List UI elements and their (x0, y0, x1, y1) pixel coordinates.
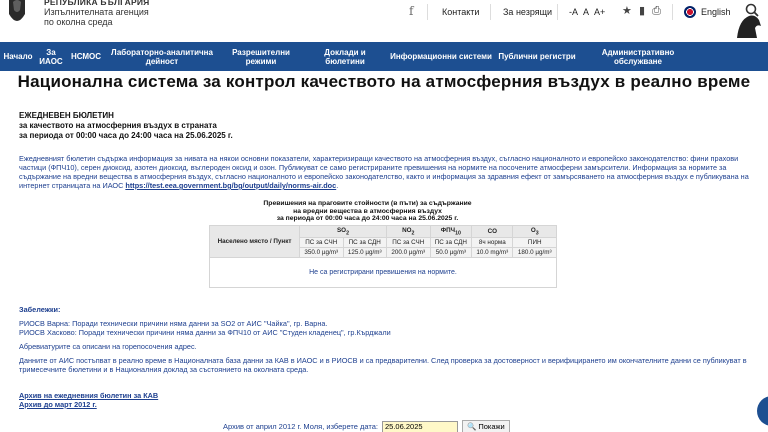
pollutant-no2: $NO_2$ (387, 226, 431, 238)
nav-reports[interactable]: Доклади и бюлетини (324, 47, 366, 66)
archive-before-2012-link[interactable]: Архив до март 2012 г. (19, 400, 97, 409)
nav-home[interactable]: Начало (3, 52, 33, 61)
bulletin-title: ЕЖЕДНЕВЕН БЮЛЕТИН (19, 111, 114, 120)
no-exceedances-message: Не са регистрирани превишения на нормите. (210, 258, 557, 288)
agency-line-1: РЕПУБЛИКА БЪЛГАРИЯ (44, 0, 150, 7)
norm-value: 350.0 µg/m³ (300, 248, 344, 258)
nav-laboratory[interactable]: Лабораторно-аналитична дейност (111, 47, 213, 66)
note-varna: РИОСВ Варна: Поради технически причини няма данни за SO2 от АИС "Чайка", гр. Варна. (19, 319, 328, 328)
top-header (0, 0, 768, 40)
agency-line-3: по околна среда (44, 17, 113, 27)
show-button[interactable] (462, 420, 510, 432)
language-switch[interactable]: English (701, 7, 731, 17)
table-caption-line-1: Превишения на праговите стойности (в пъти) за съдържание на вредни вещества в атмосферния въздух (263, 200, 472, 215)
table-caption (260, 200, 475, 223)
data-disclaimer: Данните от АИС постъпват в реално време в Националната база данни за КАВ в ИАОС и в РИОСВ и са предварителни. След проверка за достоверност и верифицирането им окончателните данни се публикуват в тримесечните бюлетини и в Националния доклад за състоянието на околната среда. (19, 356, 747, 374)
abbreviations-note: Абревиатурите са описани на горепосочения адрес. (19, 342, 197, 351)
norm-value: 180.0 µg/m³ (513, 248, 557, 258)
intro-text: Ежедневният бюлетин съдържа информация за нивата на някои основни показатели, характеризиращи качеството на атмосферния въздух, съгласно националното и европейско законодателство: фини прахови частици (ФПЧ10), серен диоксид, азотен диоксид, въглероден оксид и озон. Публикуват се само регистрираните превишения на нормите на посочените атмосферни замърсители. Информация за нормите за съдържание на вредни вещества в атмосферния въздух, съгласно националното и европейско законодателство, както и информация за здравния ефект от замърсяването на атмосферния въздух е публикувана на интернет страницата на ИАОС (19, 154, 749, 190)
note-haskovo: РИОСВ Хасково: Поради технически причини няма данни за ФПЧ10 от АИС "Студен кладенец", гр.Кърджали (19, 328, 391, 337)
bulletin-subtitle-2: за периода от 00:00 часа до 24:00 часа на 25.06.2025 г. (19, 131, 233, 140)
nav-public-registers[interactable]: Публични регистри (498, 52, 576, 61)
contacts-link[interactable]: Контакти (442, 7, 480, 17)
floating-action-button[interactable] (757, 396, 768, 426)
norm-value: 125.0 µg/m³ (343, 248, 387, 258)
coat-of-arms-icon[interactable] (6, 0, 28, 28)
show-button-label: Покажи (478, 422, 505, 431)
norm-value: 200.0 µg/m³ (387, 248, 431, 258)
norms-doc-link[interactable]: https://test.eea.government.bg/bg/output/daily/norms-air.doc (125, 181, 337, 190)
pollutant-so2: $SO_2$ (300, 226, 387, 238)
archive-links (19, 391, 158, 409)
norm-label: ПС за СЧН (300, 238, 344, 248)
nav-admin-services[interactable]: Административно обслужване (601, 47, 675, 66)
bulletin-subtitle-1: за качеството на атмосферния въздух в страната (19, 121, 217, 130)
pollutant-co: CO (472, 226, 513, 238)
place-header: Населено място / Пункт (210, 226, 300, 258)
intro-paragraph: Ежедневният бюлетин съдържа информация за нивата на някои основни показатели, характеризиращи качеството на атмосферния въздух, съгласно националното и европейско законодателство: фини прахови частици (ФПЧ10), серен диоксид, азотен диоксид, въглероден оксид и озон. Публикуват се само регистрираните превишения на нормите на посочените атмосферни замърсители. Информация за нормите за съдържание на вредни вещества в атмосферния въздух, съгласно националното и европейско законодателство, както и информация за здравния ефект от замърсяването на атмосферния въздух е публикувана на интернет страницата на ИАОС https://test.eea.government.bg/bg/output/daily/norms-air.doc. (19, 154, 749, 190)
norm-value: 50.0 µg/m³ (430, 248, 472, 258)
header-divider (557, 4, 558, 20)
nav-info-systems[interactable]: Информационни системи (390, 52, 492, 61)
agency-line-2: Изпълнителната агенция (44, 7, 149, 17)
agency-name[interactable] (44, 0, 149, 27)
notes-title: Забележки: (19, 305, 61, 314)
archive-prompt: Архив от април 2012 г. Моля, изберете дата: (223, 422, 378, 431)
header-divider (490, 4, 491, 20)
header-divider (672, 4, 673, 20)
norm-label: ПС за СЧН (387, 238, 431, 248)
norm-label: ПС за СДН (430, 238, 472, 248)
nav-permits[interactable]: Разрешителни режими (232, 47, 290, 66)
norm-label: ПС за СДН (343, 238, 387, 248)
page-title: Национална система за контрол качеството на атмосферния въздух в реално време (17, 72, 751, 91)
bookmark-icon[interactable]: ▮ (638, 5, 645, 17)
nav-about[interactable]: За ИАОС (39, 47, 63, 66)
exceedances-table (209, 225, 557, 288)
uk-flag-icon[interactable] (684, 6, 696, 18)
font-size-controls (569, 7, 608, 17)
header-tools (622, 4, 665, 18)
norm-value: 10.0 mg/m³ (472, 248, 513, 258)
bulletin-heading (19, 111, 233, 141)
table-caption-line-2: за периода от 00:00 часа до 24:00 часа на 25.06.2025 г. (276, 215, 459, 223)
daily-bulletin-archive-link[interactable]: Архив на ежедневния бюлетин за КАВ (19, 391, 159, 400)
font-larger-button[interactable]: A+ (594, 7, 606, 17)
pollutant-pm10: $ФПЧ_{10}$ (430, 226, 472, 238)
magnifier-icon: 🔍 (467, 422, 477, 431)
accessibility-link[interactable]: За незрящи (503, 7, 553, 17)
archive-date-form (223, 420, 510, 432)
notes-section (19, 305, 754, 379)
pollutant-o3: $O_3$ (513, 226, 557, 238)
norm-label: 8ч норма (472, 238, 513, 248)
main-nav (0, 42, 768, 71)
font-normal-button[interactable]: A (583, 7, 590, 17)
star-icon[interactable]: ★ (622, 5, 632, 17)
print-icon[interactable]: ⎙ (652, 5, 661, 17)
header-divider (427, 4, 428, 20)
decorative-lion-icon (733, 10, 765, 42)
facebook-icon[interactable]: f (409, 4, 414, 18)
font-smaller-button[interactable]: -A (569, 7, 578, 17)
archive-date-input[interactable] (382, 421, 458, 432)
nav-nsmos[interactable]: НСМОС (70, 52, 102, 61)
norm-label: ПИН (513, 238, 557, 248)
